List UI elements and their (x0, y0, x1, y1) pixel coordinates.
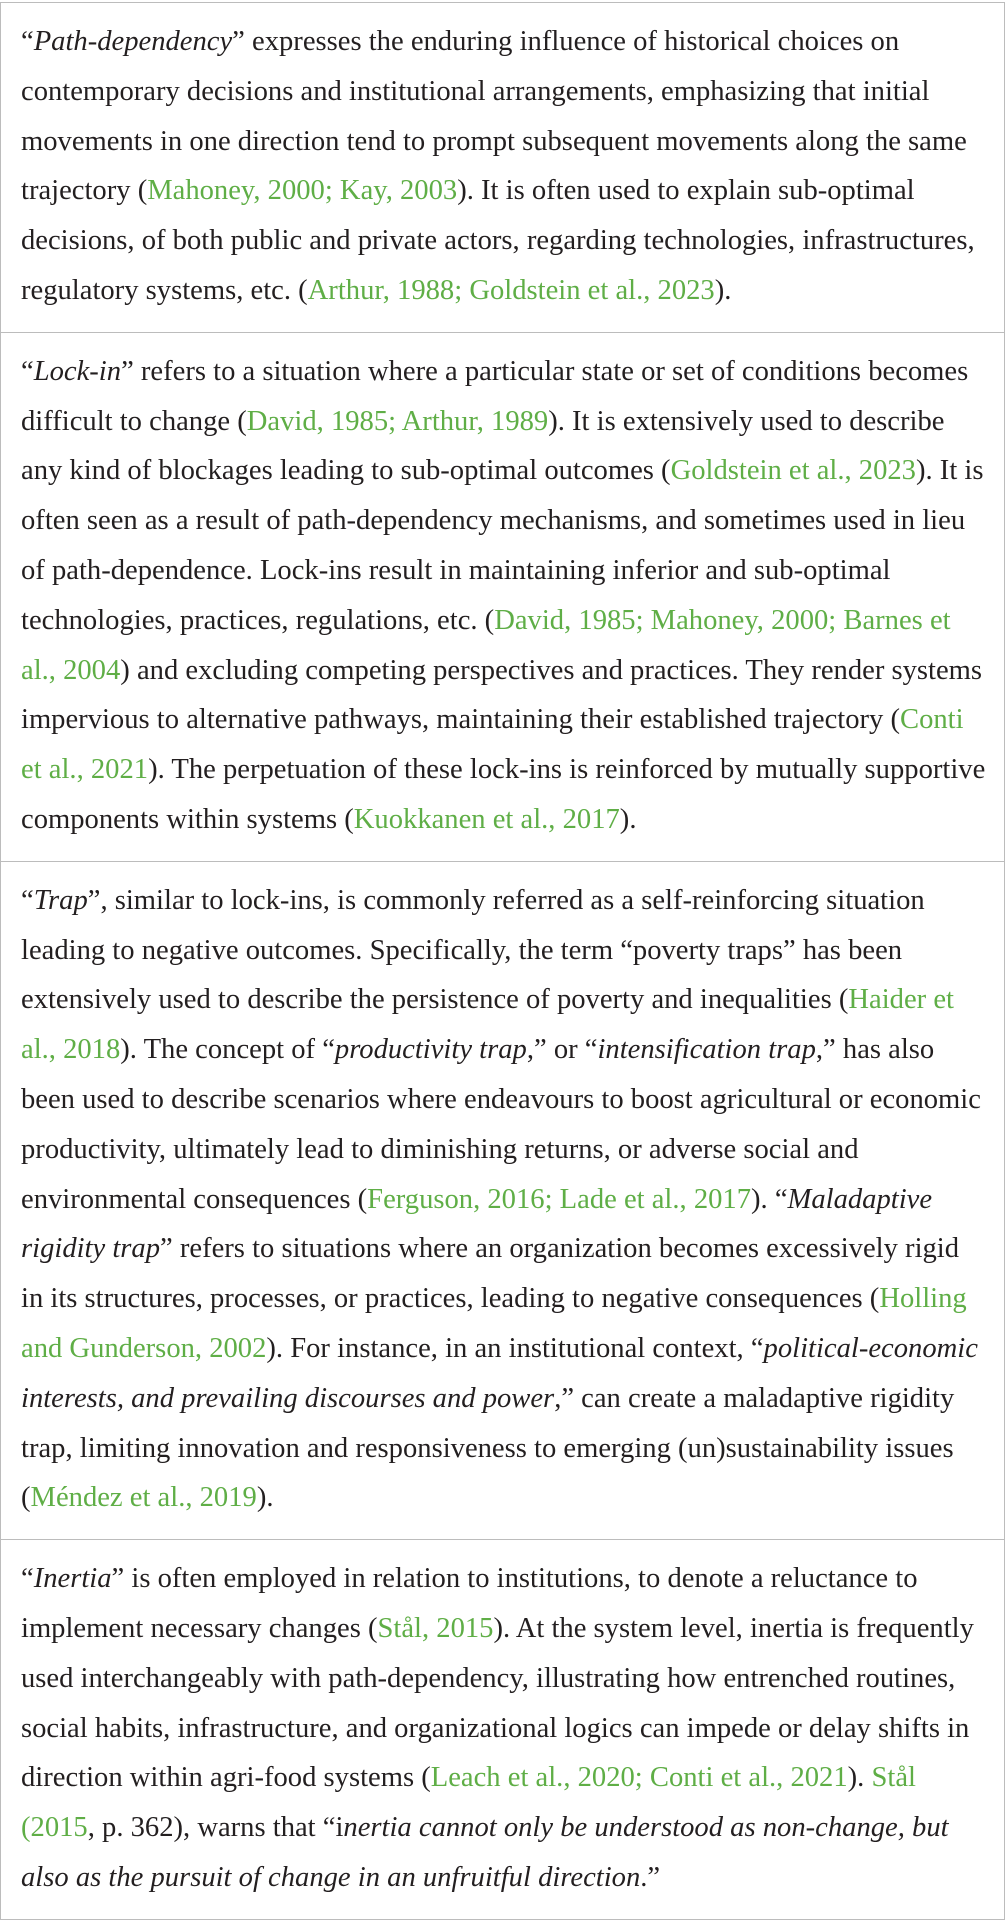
body-text: .” (640, 1861, 661, 1893)
body-text: ). It is often used to explain sub-optimal decisions, of both public and private actors, regarding technologies, infrastructures, regulatory systems, etc. ( (21, 175, 975, 306)
body-text: ). It is often seen as a result of path-dependency mechanisms, and sometimes used in lieu of path-dependence. Lock-ins result in maintaining inferior and sub-optimal technologies, practices, regulations, etc. ( (21, 455, 984, 636)
italic-term: productivity trap (334, 1034, 527, 1066)
body-text: ” expresses the enduring influence of historical choices on contemporary decisions and institutional arrangements, emphasizing that initial movements in one direction tend to prompt subsequent movements along the same trajectory ( (21, 26, 967, 207)
body-text: “ (21, 355, 34, 387)
body-text: “ (21, 26, 34, 57)
body-text: ” refers to situations where an organization becomes excessively rigid in its structures, processes, or practices, leading to negative consequences ( (21, 1233, 960, 1315)
citation-link[interactable]: Stål (2015 (21, 1762, 916, 1844)
definition-row-trap (1, 862, 1004, 1540)
italic-term: Inertia (33, 1563, 112, 1595)
body-text: ” is often employed in relation to institutions, to denote a reluctance to implement necessary changes ( (21, 1563, 918, 1644)
definition-row-lock-in (1, 333, 1004, 862)
definition-row-path-dependency (1, 3, 1004, 333)
body-text: ) and excluding competing perspectives and practices. They render systems impervious to alternative pathways, maintaining their established trajectory ( (21, 654, 983, 736)
body-text: ). (714, 274, 732, 306)
body-text: ”, similar to lock-ins, is commonly referred as a self-reinforcing situation leading to negative outcomes. Specifically, the term “poverty traps” has been extensively used to describe the persistence of poverty and inequalities ( (21, 884, 925, 1016)
italic-term: nertia cannot only be understood as non-change, but also as the pursuit of change in an unfruitful direction (21, 1812, 949, 1893)
body-text: “ (21, 884, 34, 916)
italic-term: Maladaptive rigidity trap (21, 1183, 933, 1265)
body-text: ). It is extensively used to describe any kind of blockages leading to sub-optimal outcomes ( (21, 405, 945, 487)
citation-link[interactable]: Haider et al., 2018 (21, 984, 954, 1066)
body-text: , p. 362), warns that “i (87, 1812, 344, 1844)
citation-link[interactable]: Mahoney, 2000; Kay, 2003 (147, 175, 458, 207)
italic-term: Path-dependency (33, 26, 233, 57)
citation-link[interactable]: Stål, 2015 (377, 1612, 494, 1644)
citation-link[interactable]: Méndez et al., 2019 (30, 1482, 257, 1514)
citation-link[interactable]: Kuokkanen et al., 2017 (353, 803, 620, 835)
citation-link[interactable]: Conti et al., 2021 (21, 704, 964, 786)
citation-link[interactable]: David, 1985; Arthur, 1989 (246, 405, 549, 437)
body-text: ). (619, 803, 637, 835)
body-text: ). At the system level, inertia is frequently used interchangeably with path-dependency, illustrating how entrenched routines, social habits, infrastructure, and organizational logics can impede or delay shifts in direction within agri-food systems ( (21, 1612, 974, 1794)
italic-term: Lock-in (33, 355, 122, 387)
body-text: ). The perpetuation of these lock-ins is reinforced by mutually supportive components within systems ( (21, 754, 986, 835)
italic-term: political-economic interests, and prevailing discourses and power (21, 1332, 978, 1414)
citation-link[interactable]: Ferguson, 2016; Lade et al., 2017 (367, 1183, 752, 1215)
definition-row-inertia (1, 1540, 1004, 1920)
citation-link[interactable]: Leach et al., 2020; Conti et al., 2021 (430, 1762, 848, 1794)
definitions-table (0, 2, 1005, 1920)
body-text: ). (847, 1762, 872, 1794)
body-text: ” refers to a situation where a particular state or set of conditions becomes difficult to change ( (21, 355, 969, 437)
citation-link[interactable]: Holling and Gunderson, 2002 (21, 1283, 967, 1364)
body-text: ,” can create a maladaptive rigidity trap, limiting innovation and responsiveness to emerging (un)sustainability issues ( (21, 1382, 955, 1514)
body-text: ,” or “ (526, 1034, 598, 1066)
citation-link[interactable]: David, 1985; Mahoney, 2000; Barnes et al., 2004 (21, 604, 951, 686)
body-text: ). The concept of “ (120, 1034, 335, 1066)
italic-term: intensification trap (597, 1034, 816, 1066)
italic-term: Trap (33, 884, 88, 916)
body-text: ,” has also been used to describe scenarios where endeavours to boost agricultural or economic productivity, ultimately lead to diminishing returns, or adverse social and environmental consequences ( (21, 1034, 981, 1215)
citation-link[interactable]: Goldstein et al., 2023 (670, 455, 916, 487)
body-text: ). (256, 1482, 274, 1514)
citation-link[interactable]: Arthur, 1988; Goldstein et al., 2023 (307, 274, 715, 306)
body-text: ). “ (751, 1183, 788, 1215)
body-text: ). For instance, in an institutional context, “ (266, 1332, 764, 1364)
body-text: “ (21, 1563, 34, 1595)
